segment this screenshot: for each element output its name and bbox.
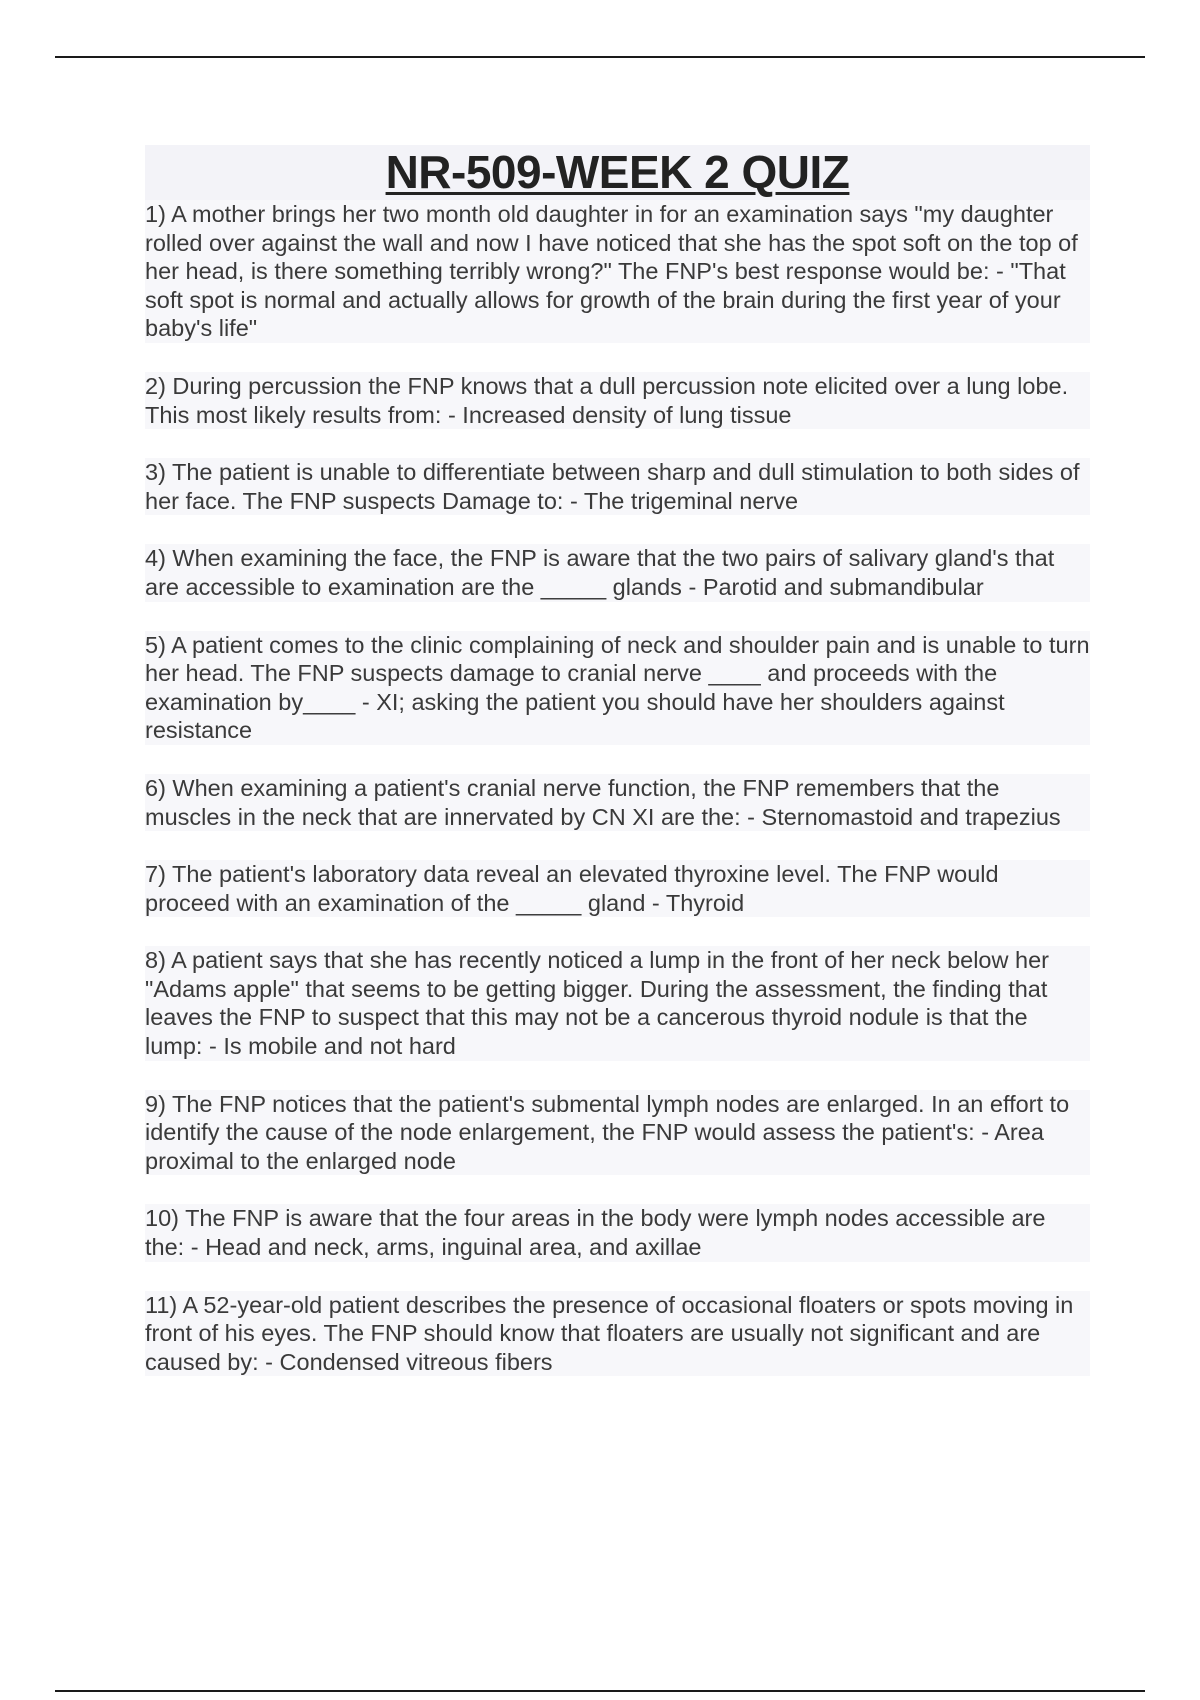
question-text: 10) The FNP is aware that the four areas in the body were lymph nodes accessible are the: - Head and neck, arms, inguinal area, and axillae xyxy=(145,1204,1090,1261)
question-text: 9) The FNP notices that the patient's submental lymph nodes are enlarged. In an effort to identify the cause of the node enlargement, the FNP would assess the patient's: - Area proximal to the enlarged node xyxy=(145,1090,1090,1176)
question-item xyxy=(145,544,1090,601)
question-text: 8) A patient says that she has recently noticed a lump in the front of her neck below her "Adams apple" that seems to be getting bigger. During the assessment, the finding that leaves the FNP to suspect that this may not be a cancerous thyroid nodule is that the lump: - Is mobile and not hard xyxy=(145,946,1090,1060)
question-item xyxy=(145,946,1090,1060)
question-item xyxy=(145,1204,1090,1261)
document-title: NR-509-WEEK 2 QUIZ xyxy=(385,146,850,198)
question-text: 2) During percussion the FNP knows that a dull percussion note elicited over a lung lobe. This most likely results from: - Increased density of lung tissue xyxy=(145,372,1090,429)
question-text: 5) A patient comes to the clinic complaining of neck and shoulder pain and is unable to turn her head. The FNP suspects damage to cranial nerve ____ and proceeds with the examination by____ - XI; asking the patient you should have her shoulders against resistance xyxy=(145,631,1090,744)
question-item xyxy=(145,1291,1090,1377)
question-text: 4) When examining the face, the FNP is aware that the two pairs of salivary gland's that are accessible to examination are the _____ glands - Parotid and submandibular xyxy=(145,544,1090,601)
question-text: 1) A mother brings her two month old daughter in for an examination says "my daughter rolled over against the wall and now I have noticed that she has the spot soft on the top of her head, is there something terribly wrong?" The FNP's best response would be: - "That soft spot is normal and actually allows for growth of the brain during the first year of your baby's life" xyxy=(145,200,1090,343)
question-item xyxy=(145,1090,1090,1176)
question-list xyxy=(145,200,1090,1376)
footer-rule xyxy=(55,1690,1145,1692)
question-text: 11) A 52-year-old patient describes the presence of occasional floaters or spots moving in front of his eyes. The FNP should know that floaters are usually not significant and are caused by: - Condensed vitreous fibers xyxy=(145,1291,1090,1377)
question-text: 6) When examining a patient's cranial nerve function, the FNP remembers that the muscles in the neck that are innervated by CN XI are the: - Sternomastoid and trapezius xyxy=(145,774,1090,831)
title-band xyxy=(145,145,1090,200)
question-text: 3) The patient is unable to differentiate between sharp and dull stimulation to both sides of her face. The FNP suspects Damage to: - The trigeminal nerve xyxy=(145,458,1090,515)
question-item xyxy=(145,631,1090,745)
question-text: 7) The patient's laboratory data reveal an elevated thyroxine level. The FNP would proceed with an examination of the _____ gland - Thyroid xyxy=(145,860,1090,917)
question-item xyxy=(145,200,1090,343)
question-item xyxy=(145,458,1090,515)
question-item xyxy=(145,372,1090,429)
header-rule xyxy=(55,56,1145,58)
document-body xyxy=(145,145,1090,1405)
question-item xyxy=(145,860,1090,917)
question-item xyxy=(145,774,1090,831)
